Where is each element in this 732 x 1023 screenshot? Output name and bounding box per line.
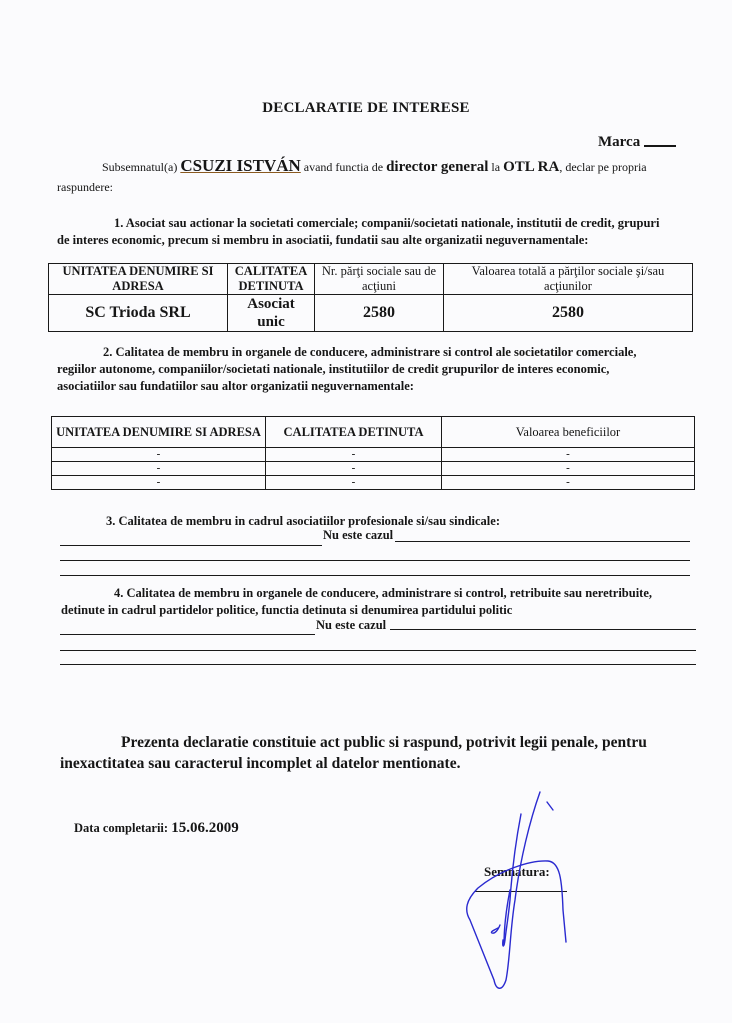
header-nr-parti: Nr. părţi sociale sau de acţiuni: [315, 264, 444, 295]
table-row: [52, 462, 695, 476]
header-unitatea: UNITATEA DENUMIRE SI ADRESA: [52, 417, 266, 448]
blank-line: [60, 634, 315, 635]
section4-text-line1: 4. Calitatea de membru in organele de conducere, administrare si control, retribuite sau neretribuite,: [114, 586, 653, 600]
marca-field: [598, 134, 676, 151]
legal-statement-line2: inexactitatea sau caracterul incomplet al datelor mentionate.: [60, 755, 461, 772]
table-header-row: [49, 264, 693, 295]
cell: -: [52, 476, 266, 490]
intro-la: la: [491, 160, 501, 174]
blank-line: [60, 575, 690, 576]
intro-suffix: , declar pe propria: [559, 160, 647, 174]
blank-line: [60, 650, 696, 651]
section4-answer: Nu este cazul: [316, 618, 387, 632]
section2-text-line1: 2. Calitatea de membru in organele de conducere, administrare si control ale societatilor comerciale,: [103, 345, 637, 359]
marca-blank: [644, 145, 676, 147]
legal-statement-line1: Prezenta declaratie constituie act public si raspund, potrivit legii penale, pentru: [121, 734, 647, 751]
section2-text-line3: asociatiilor sau fundatiilor sau altor organizatii neguvernamentale:: [57, 379, 414, 393]
intro-line: [102, 156, 647, 176]
date-value: 15.06.2009: [171, 820, 239, 836]
cell: -: [442, 448, 695, 462]
date-label: Data completarii:: [74, 821, 169, 835]
intro-middle: avand functia de: [303, 160, 384, 174]
cell: -: [266, 448, 442, 462]
header-unitatea: UNITATEA DENUMIRE SI ADRESA: [49, 264, 228, 295]
cell: -: [52, 462, 266, 476]
declarant-name: CSUZI ISTVÁN: [180, 156, 301, 175]
table-header-row: [52, 417, 695, 448]
declarant-organization: OTL RA: [503, 159, 560, 175]
cell: -: [266, 476, 442, 490]
cell-unitatea: SC Trioda SRL: [49, 295, 228, 332]
signature-label: Semnatura:: [484, 864, 550, 879]
header-calitatea: CALITATEA DETINUTA: [228, 264, 315, 295]
section4-text-line2: detinute in cadrul partidelor politice, functia detinuta si denumirea partidului politic: [61, 603, 513, 617]
section1-table: [48, 263, 693, 332]
blank-line: [395, 541, 690, 542]
handwritten-signature-icon: [420, 780, 670, 1020]
blank-line: [60, 664, 696, 665]
table-row: [52, 476, 695, 490]
document-title: DECLARATIE DE INTERESE: [262, 100, 470, 116]
blank-line: [60, 545, 322, 546]
completion-date: [74, 820, 239, 837]
intro-line-2: raspundere:: [57, 180, 113, 194]
cell: -: [442, 462, 695, 476]
section3-answer: Nu este cazul: [323, 528, 394, 542]
cell: -: [442, 476, 695, 490]
table-row: [52, 448, 695, 462]
section1-text-line2: de interes economic, precum si membru in asociatii, fundatii sau alte organizatii neguvernamentale:: [57, 233, 589, 247]
legal-statement: [60, 732, 647, 774]
cell-nr-parti: 2580: [315, 295, 444, 332]
cell: -: [266, 462, 442, 476]
cell-valoarea: 2580: [444, 295, 693, 332]
section3-text: 3. Calitatea de membru in cadrul asociatiilor profesionale si/sau sindicale:: [106, 514, 500, 528]
section2-table: [51, 416, 695, 490]
intro-prefix: Subsemnatul(a): [102, 160, 178, 174]
section2-text-line2: regiilor autonome, companiilor/societati nationale, institutiilor de credit grupurilor de interes economic,: [57, 362, 610, 376]
cell-calitatea: Asociat unic: [228, 295, 315, 332]
blank-line: [60, 560, 690, 561]
cell: -: [52, 448, 266, 462]
header-calitatea: CALITATEA DETINUTA: [266, 417, 442, 448]
section1-text-line1: 1. Asociat sau actionar la societati comerciale; companii/societati nationale, institutii de credit, grupuri: [114, 216, 660, 230]
header-valoarea: Valoarea totală a părţilor sociale şi/sau acţiunilor: [444, 264, 693, 295]
blank-line: [390, 629, 696, 630]
declarant-function: director general: [386, 159, 489, 175]
header-valoarea-beneficiilor: Valoarea beneficiilor: [442, 417, 695, 448]
marca-label: Marca: [598, 134, 641, 150]
table-row: [49, 295, 693, 332]
